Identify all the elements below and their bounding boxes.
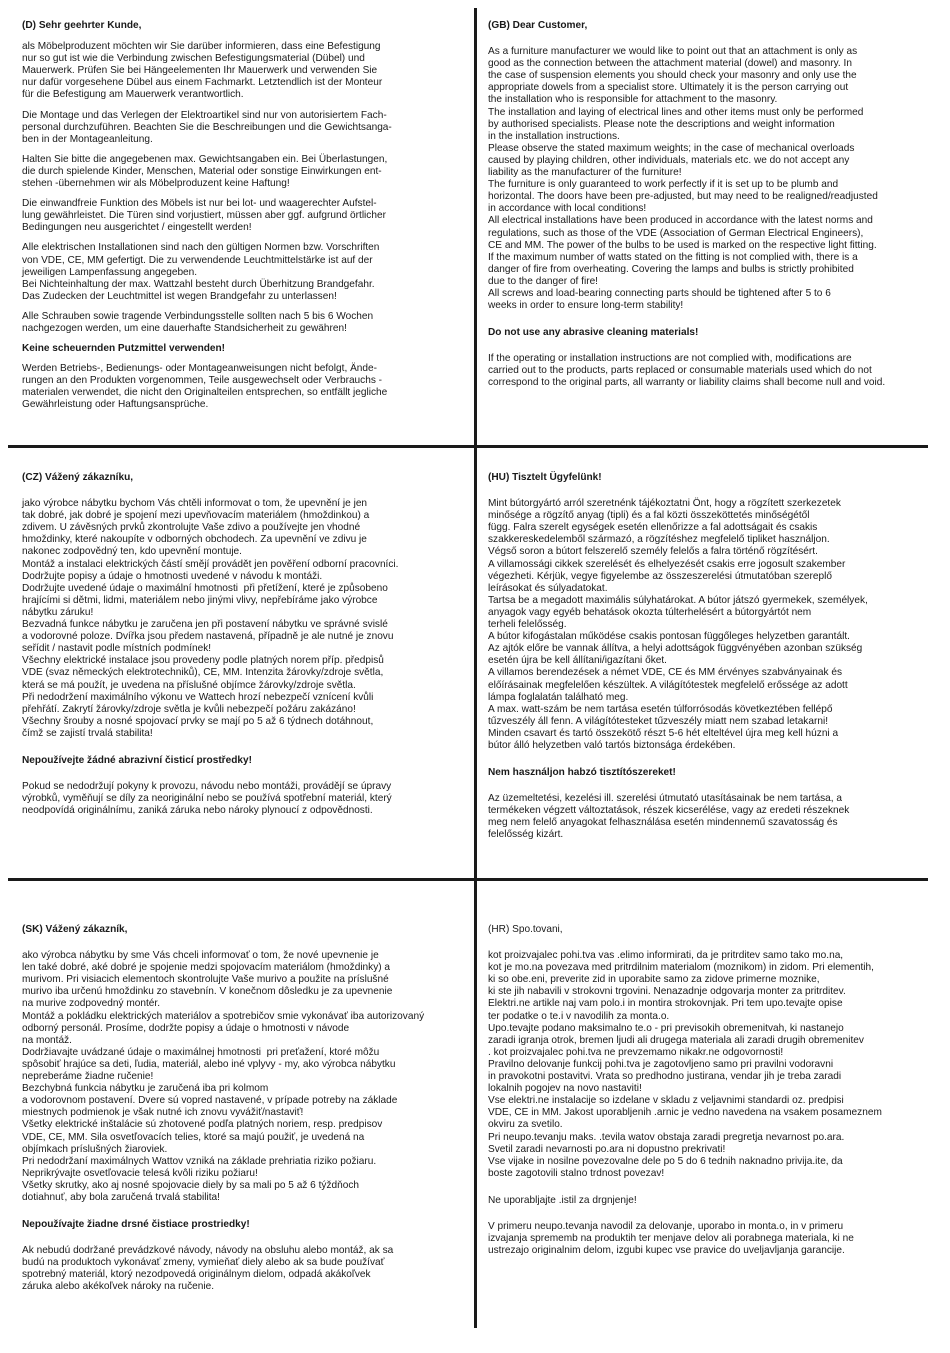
warranty-paragraph: Werden Betriebs-, Bedienungs- oder Montageanweisungen nicht befolgt, Ände- rungen an den Produkten vorgenommen, Teile ausgewechselt oder Verbrauchs - materialen verwendet, die nicht den Originalteilen entsprechen, so entfällt jegliche Gewährleistung oder Haftungsansprüche.: [22, 363, 388, 411]
warranty-paragraph: If the operating or installation instructions are not complied with, modifications are carried out to the products, parts replaced or consumable materials used which do not correspond to the original parts, all warranty or liability claims shall become null and void.: [488, 353, 886, 389]
horizontal-divider-bottom: [8, 878, 928, 881]
warranty-paragraph: Pokud se nedodržují pokyny k provozu, návodu nebo montáži, provádějí se úpravy výrobků, vyměňují se díly za neoriginální nebo se používá spotřební materiál, který neodpovídá originálnímu, zaniká záruka nebo nároky plynoucí z odpovědnosti.: [22, 781, 392, 817]
section-sk: [22, 924, 474, 1302]
paragraph: jako výrobce nábytku bychom Vás chtěli informovat o tom, že upevnění je jen tak dobré, jak dobré je spojení mezi upevňovacím materiálem (hmoždinkou) a zdivem. U závěsných prvků zkontrolujte Vaše zdivo a používejte jen vhodné hmoždinky, které nakoupíte v odborných obchodech. Za upevnění ve zdivu je nakonec zodpovědný ten, kdo upevnění montuje. Montáž a instalaci elektrických částí smějí provádět jen pověření odborní pracovníci. Dodržujte popisy a údaje o hmotnosti uvedené v návodu k montáži. Dodržujte uvedené údaje o maximální hmotnosti při přetížení, které je způsobeno hrajícími si dětmi, lidmi, materiálem nebo jinými vlivy, nepřebíráme jako výrobce nábytku záruku! Bezvadná funkce nábytku je zaručena jen při postavení nábytku ve správné svislé a vodorovné poloze. Dvířka jsou předem nastavená, případně je ale nutné je znovu seřídit / nastavit podle místních podmínek! Všechny elektrické instalace jsou provedeny podle platných norem příp. předpisů VDE (svaz německých elektrotechniků), CE, MM. Intenzita žárovky/zdroje světla, která se má použít, je uvedena na příslušné objímce žárovky/zdroje světla. Při nedodržení maximálního výkonu ve Wattech hrozí nebezpečí vznícení kvůli přehřátí. Zakrytí žárovky/zdroje světla je kvůli nebezpečí požáru zakázáno! Všechny šrouby a nosné spojovací prvky se mají po 5 až 6 týdnech dotáhnout, čímž se zajistí trvalá stabilita!: [22, 498, 399, 739]
section-gb: [488, 20, 938, 398]
horizontal-divider-top: [8, 445, 928, 448]
paragraph: Mint bútorgyártó arról szeretnénk tájékoztatni Önt, hogy a rögzített szerkezetek minősége a rögzítő anyag (tipli) és a fal közti összeköttetés minőségétől függ. Falra szerelt egységek esetén ellenőrizze a fal adottságait és csakis szakkereskedelemből származó, a rögzítéshez megfelelő tipliket használjon. Végső soron a bútort felszerelő személy felelős a falra történő rögzítésért. A villamossági cikkek szerelését és elhelyezését csakis erre jogosult szakember végezheti. Kérjük, vegye figyelembe az összeszerelési útmutatóban szereplő leírásokat és súlyadatokat. Tartsa be a megadott maximális súlyhatárokat. A bútor játszó gyermekek, személyek, anyagok vagy egyéb behatások okozta túlterhelésért a bútorgyártót nem terheli felelősség. A bútor kifogástalan működése csakis pontosan függőleges helyzetben garantált. Az ajtók előre be vannak állítva, a helyi adottságok függvényében azonban szükség esetén újra be kell állítani/igazítani őket. A villamos berendezések a német VDE, CE és MM érvényes szabványainak és előírásainak megfelelően készültek. A világítótestek megfelelő erőssége az adott lámpa foglalatán található meg. A max. watt-szám be nem tartása esetén túlforrósodás következtében fellépő tűzveszély áll fenn. A világítótesteket tűzveszély miatt nem szabad letakarni! Minden csavart és tartó összekötő részt 5-6 hét elteltével újra meg kell húzni a bútor álló helyzetben való tartós biztonsága érdekében.: [488, 498, 868, 751]
section-cz: [22, 472, 474, 825]
cleaning-warning: Nem használjon habzó tisztítószereket!: [488, 767, 676, 779]
warranty-paragraph: Az üzemeltetési, kezelési ill. szerelési útmutató utasításainak be nem tartása, a termékeken végzett változtatások, részek kicserélése, vagy az eredeti részeknek meg nem felelő anyagokat felhasználása esetén mindennemű szavatosság és felelősség kizárt.: [488, 793, 850, 841]
section-heading: (CZ) Vážený zákazníku,: [22, 472, 134, 483]
paragraph: Alle Schrauben sowie tragende Verbindungsstelle sollten nach 5 bis 6 Wochen nachgezogen werden, um eine dauerhafte Standsicherheit zu gewähren!: [22, 310, 374, 334]
cleaning-warning: Do not use any abrasive cleaning materials!: [488, 327, 699, 339]
section-heading: (SK) Vážený zákazník,: [22, 924, 128, 935]
section-heading: (D) Sehr geehrter Kunde,: [22, 20, 142, 31]
cleaning-warning: Nepoužívajte žiadne drsné čistiace prostriedky!: [22, 1219, 250, 1231]
paragraph: als Möbelproduzent möchten wir Sie darüber informieren, dass eine Befestigung nur so gut ist wie die Verbindung zwischen Befestigungsmaterial (Dübel) und Mauerwerk. Prüfen Sie bei Hängeelementen Ihr Mauerwerk und verwenden Sie nur dafür vorgesehene Dübel aus einem Fachmarkt. Letztendlich ist der Monteur für die Befestigung am Mauerwerk verantwortlich.: [22, 41, 383, 101]
cleaning-warning: Ne uporabljajte .istil za drgnjenje!: [488, 1194, 637, 1206]
paragraph: Die Montage und das Verlegen der Elektroartikel sind nur von autorisiertem Fach- personal durchzuführen. Beachten Sie die Beschreibungen und die Gewichtsanga- ben in der Montageanleitung.: [22, 109, 392, 145]
cleaning-warning: Keine scheuernden Putzmittel verwenden!: [22, 343, 226, 355]
section-de: [22, 20, 474, 420]
section-heading: (GB) Dear Customer,: [488, 20, 588, 31]
cleaning-warning: Nepoužívejte žádné abrazivní čisticí prostředky!: [22, 754, 252, 766]
paragraph: As a furniture manufacturer we would like to point out that an attachment is only as good as the connection between the attachment material (dowel) and masonry. In the case of suspension elements you should check your masonry and only use the appropriate dowels from a specialist store. Ultimately it is the person carrying out the installation who is responsible for attachment to the masonry. The installation and laying of electrical lines and other items must only be performed by authorised specialists. Please note the descriptions and weight information in the installation instructions. Please observe the stated maximum weights; in the case of mechanical overloads caused by playing children, other individuals, materials etc. we do not accept any liability as the manufacturer of the furniture! The furniture is only guaranteed to work perfectly if it is set up to be plumb and horizontal. The doors have been pre-adjusted, but may need to be realigned/readjusted in accordance with local conditions! All electrical installations have been produced in accordance with the latest norms and regulations, such as those of the VDE (Association of German Electrical Engineers), CE and MM. The power of the bulbs to be used is marked on the respective light fitting. If the maximum number of watts stated on the fitting is not complied with, there is a danger of fire from overheating. Covering the lamps and bulbs is strictly prohibited due to the danger of fire! All screws and load-bearing connecting parts should be tightened after 5 to 6 weeks in order to ensure long-term stability!: [488, 46, 878, 312]
paragraph: ako výrobca nábytku by sme Vás chceli informovať o tom, že nové upevnenie je len také dobré, aké dobré je spojenie medzi spojovacím materiálom (hmoždinky) a murivom. Pri visiacich elementoch skontrolujte Vaše murivo a použite na príslušné murivo iba určenú hmoždinku zo stavebnín. V konečnom dôsledku je za upevnenie na murive zodpovedný montér. Montáž a pokládku elektrických materiálov a spotrebičov smie vykonávať iba autorizovaný odborný personál. Prosíme, dodržte popisy a údaje o hmotnosti v návode na montáž. Dodržiavajte uvádzané údaje o maximálnej hmotnosti pri preťažení, ktoré môžu spôsobiť hrajúce sa deti, ľudia, materiál, alebo iné vplyvy - my, ako výrobca nábytku nepreberáme žiadne ručenie! Bezchybná funkcia nábytku je zaručená iba pri kolmom a vodorovnom postavení. Dvere sú vopred nastavené, v prípade potreby na základe miestnych podmienok je však nutné ich znovu vyvážiť/nastaviť! Všetky elektrické inštalácie sú zhotovené podľa platných noriem, resp. predpisov VDE, CE, MM. Sila osvetľovacích telies, ktoré sa majú použiť, je uvedená na objímkach príslušných žiaroviek. Pri nedodržaní maximálnych Wattov vzniká na základe prehriatia riziko požiaru. Neprikrývajte osvetľovacie telesá kvôli riziku požiaru! Všetky skrutky, ako aj nosné spojovacie diely by sa mali po 5 až 6 týždňoch dotiahnuť, aby bola zaručená trvalá stabilita!: [22, 950, 425, 1203]
paragraph: Alle elektrischen Installationen sind nach den gültigen Normen bzw. Vorschriften von VDE, CE, MM gefertigt. Die zu verwendende Leuchtmittelstärke ist auf der jeweiligen Lampenfassung angegeben. Bei Nichteinhaltung der max. Wattzahl besteht durch Überhitzung Brandgefahr. Das Zudecken der Leuchtmittel ist wegen Brandgefahr zu unterlassen!: [22, 242, 380, 302]
warranty-paragraph: Ak nebudú dodržané prevádzkové návody, návody na obsluhu alebo montáž, ak sa budú na produktoch vykonávať zmeny, vymieňať diely alebo ak sa bude používať spotrebný materiál, ktorý nezodpovedá originálnym dielom, odpadá akákoľvek záruka alebo akékoľvek nároky na ručenie.: [22, 1245, 394, 1293]
paragraph: Halten Sie bitte die angegebenen max. Gewichtsangaben ein. Bei Überlastungen, die durch spielende Kinder, Menschen, Material oder sonstige Einwirkungen ent- stehen -übernehmen wir als Möbelproduzent keine Haftung!: [22, 153, 388, 190]
section-hr: [488, 924, 938, 1265]
paragraph: Die einwandfreie Funktion des Möbels ist nur bei lot- und waagerechter Aufstel- lung gewährleistet. Die Türen sind vorjustiert, müssen aber ggf. aufgrund örtlicher Bedingungen neu ausgerichtet / eingestellt werden!: [22, 198, 386, 234]
warranty-paragraph: V primeru neupo.tevanja navodil za delovanje, uporabo in monta.o, in v primeru izvajanja sprememb na produktih ter menjave delov ali porabnega materiala, ki ne ustrezajo originalnim delom, izgubi kupec vse pravice do uveljavljanja garancije.: [488, 1220, 854, 1257]
section-heading: (HR) Spo.tovani,: [488, 924, 563, 935]
paragraph: kot proizvajalec pohi.tva vas .elimo informirati, da je pritrditev samo tako mo.na, kot je mo.na povezava med pritrdilnim materialom (moznikom) in zidom. Pri elementih, ki so obe.eni, preverite zid in uporabite samo za zidove primerne moznike, ki ste jih nabavili v strokovni trgovini. Nenazadnje odgovarja monter za pritrditev. Elektri.ne artikle naj vam polo.i in montira strokovnjak. Pri tem upo.tevajte opise ter podatke o te.i v navodilih za monta.o. Upo.tevajte podano maksimalno te.o - pri previsokih obremenitvah, ki nastanejo zaradi igranja otrok, bremen ljudi ali drugega materiala ali zaradi drugih obremenitev . kot proizvajalec pohi.tva ne prevzemamo nikakr.ne odgovornosti! Pravilno delovanje funkcij pohi.tva je zagotovljeno samo pri pravilni vodoravni in pravokotni postavitvi. Vrata so predhodno justirana, vendar jih je treba zaradi lokalnih pogojev na novo nastaviti! Vse elektri.ne instalacije so izdelane v skladu z veljavnimi standardi oz. predpisi VDE, CE in MM. Jakost uporabljenih .arnic je vedno navedena na vsakem posameznem okviru za svetilo. Pri neupo.tevanju maks. .tevila watov obstaja zaradi pregretja nevarnost po.ara. Svetil zaradi nevarnosti po.ara ni dopustno prekrivati! Vse vijake in nosilne povezovalne dele po 5 do 6 tednih naknadno privija.ite, da boste zagotovili stalno trdnost povezav!: [488, 950, 882, 1179]
section-heading: (HU) Tisztelt Ügyfelünk!: [488, 472, 602, 483]
vertical-divider: [474, 8, 477, 1328]
section-hu: [488, 472, 938, 850]
